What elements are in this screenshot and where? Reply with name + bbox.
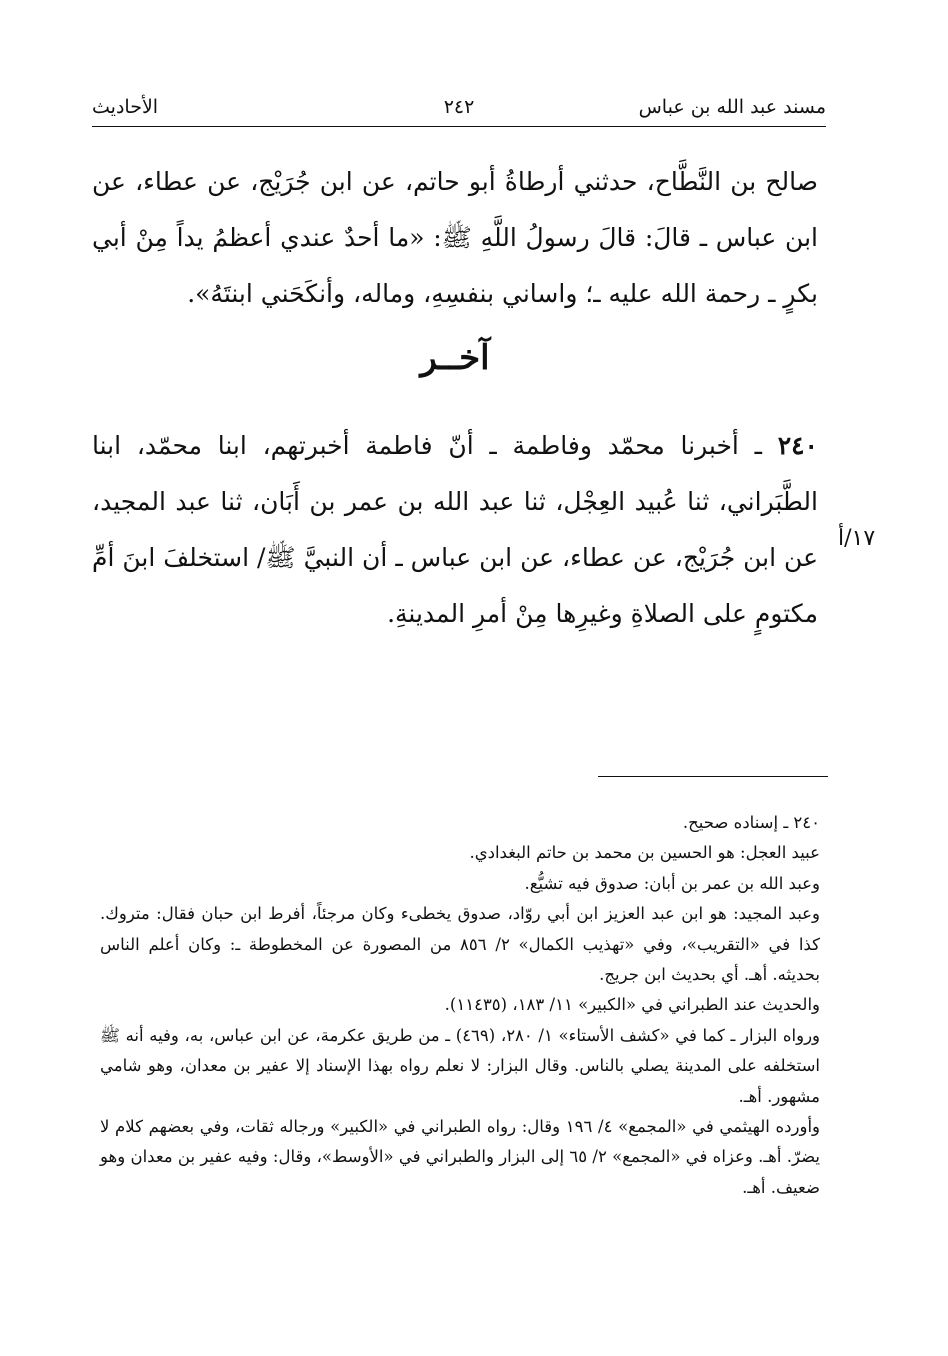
page-number: ٢٤٢: [443, 96, 475, 118]
footnote-line: ٢٤٠ ـ إسناده صحيح.: [682, 813, 820, 832]
footnotes: [100, 808, 820, 1203]
section-title: الأحاديث: [92, 96, 159, 118]
hadith-240-text: ـ أخبرنا محمّد وفاطمة ـ أنّ فاطمة أخبرتهم، ابنا محمّد، ابنا الطَّبَراني، ثنا عُبيد العِجْل، ثنا عبد الله بن عمر بن أَبَان، ثنا عبد المجيد، عن ابن جُرَيْج، عن عطاء، عن ابن عباس ـ أن النبيَّ ﷺ/ استخلفَ ابنَ أمِّ مكتومٍ على الصلاةِ وغيرِها مِنْ أمرِ المدينةِ.: [92, 431, 818, 628]
section-heading: آخــر: [420, 338, 490, 378]
hadith-number: ٢٤٠: [777, 431, 818, 460]
book-title: مسند عبد الله بن عباس: [638, 96, 826, 118]
running-header: [92, 96, 826, 126]
header-divider: [92, 126, 826, 127]
footnote-line: والحديث عند الطبراني في «الكبير» ١١/ ١٨٣، (١١٤٣٥).: [444, 995, 820, 1015]
hadith-240: [92, 418, 818, 642]
footnote-line: عبيد العجل: هو الحسين بن محمد بن حاتم البغدادي.: [469, 843, 820, 863]
footnote-line: وعبد المجيد: هو ابن عبد العزيز ابن أبي روّاد، صدوق يخطىء وكان مرجئاً، أفرط ابن حبان فقال: متروك. كذا في «التقريب»، وفي «تهذيب الكمال» ٢/ ٨٥٦ من المصورة عن المخطوطة ـ: وكان أعلم الناس بحديثه. أهـ. أي بحديث ابن جريج.: [100, 904, 820, 985]
footnote-line: وعبد الله بن عمر بن أبان: صدوق فيه تشيُّع.: [524, 873, 820, 893]
manuscript-folio-ref: ١٧/أ: [838, 526, 876, 551]
footnote-line: وأورده الهيثمي في «المجمع» ٤/ ١٩٦ وقال: رواه الطبراني في «الكبير» ورجاله ثقات، وفي بعضهم كلام لا يضرّ. أهـ. وعزاه في «المجمع» ٢/ ٦٥ إلى البزار والطبراني في «الأوسط»، وقال: وفيه عفير بن معدان وهو ضعيف. أهـ.: [100, 1117, 821, 1197]
footnote-divider: [598, 776, 828, 777]
hadith-text-continued: صالح بن النَّطَّاح، حدثني أرطاةُ أبو حاتم، عن ابن جُرَيْج، عن عطاء، عن ابن عباس ـ قالَ: قالَ رسولُ اللَّهِ ﷺ: «ما أحدٌ عندي أعظمُ يداً مِنْ أبي بكرٍ ـ رحمة الله عليه ـ؛ واساني بنفسِهِ، وماله، وأنكَحَني ابنتَهُ».: [92, 167, 818, 308]
footnote-line: ورواه البزار ـ كما في «كشف الأستاء» ١/ ٢٨٠، (٤٦٩) ـ من طريق عكرمة، عن ابن عباس، به، وفيه أنه ﷺ استخلفه على المدينة يصلي بالناس. وقال البزار: لا نعلم رواه بهذا الإسناد إلا عفير بن معدان، وهو شامي مشهور. أهـ.: [100, 1025, 821, 1106]
